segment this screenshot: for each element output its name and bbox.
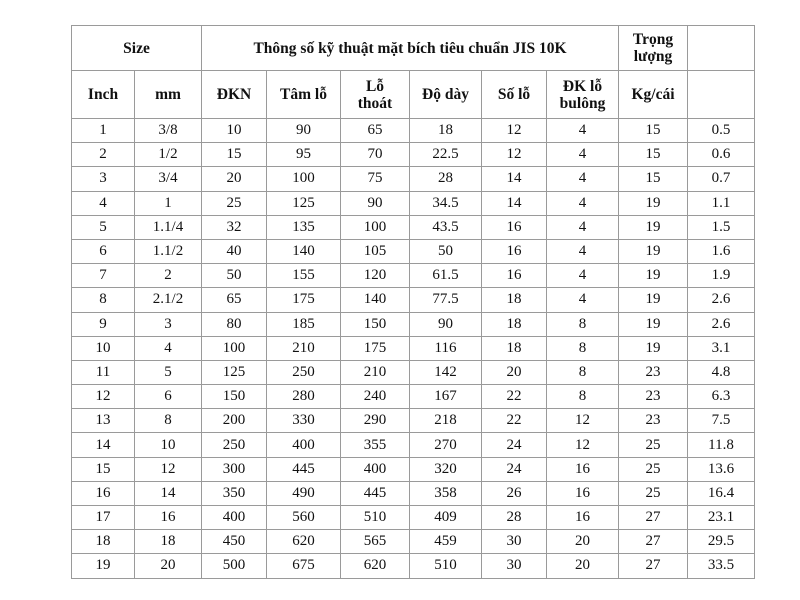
cell-dkn: 80 [202, 312, 267, 336]
cell-dk-lo-bulong: 4 [547, 288, 619, 312]
cell-do-day: 116 [410, 336, 482, 360]
cell-so-lo: 30 [482, 554, 547, 578]
cell-inch: 7 [72, 264, 135, 288]
cell-dk-lo-bulong: 20 [547, 530, 619, 554]
table-row [72, 554, 755, 578]
cell-dk-lo-bulong: 4 [547, 143, 619, 167]
cell-weight: 23.1 [688, 506, 755, 530]
cell-weight: 7.5 [688, 409, 755, 433]
cell-do-day: 459 [410, 530, 482, 554]
table-row [72, 506, 755, 530]
cell-inch: 18 [72, 530, 135, 554]
cell-inch: 4 [72, 191, 135, 215]
cell-tam-lo: 210 [267, 336, 341, 360]
cell-weight: 13.6 [688, 457, 755, 481]
cell-dk-lo-bulong: 8 [547, 336, 619, 360]
cell-inch: 1 [72, 119, 135, 143]
column-header-inch: Inch [72, 71, 135, 119]
cell-tam-lo: 250 [267, 360, 341, 384]
table-row [72, 288, 755, 312]
cell-inch: 12 [72, 385, 135, 409]
spec-table-body [72, 119, 755, 579]
cell-tam-lo: 330 [267, 409, 341, 433]
table-row [72, 457, 755, 481]
cell-lo-thoat: 175 [341, 336, 410, 360]
cell-mm: 3/8 [135, 119, 202, 143]
cell-dkn: 32 [202, 215, 267, 239]
cell-weight: 0.7 [688, 167, 755, 191]
cell-dk-lo-bulong: 8 [547, 385, 619, 409]
cell-kg-cai: 19 [619, 215, 688, 239]
cell-mm: 3/4 [135, 167, 202, 191]
cell-kg-cai: 23 [619, 360, 688, 384]
cell-weight: 0.5 [688, 119, 755, 143]
cell-dk-lo-bulong: 4 [547, 119, 619, 143]
cell-do-day: 18 [410, 119, 482, 143]
cell-mm: 1.1/4 [135, 215, 202, 239]
table-row [72, 119, 755, 143]
cell-dk-lo-bulong: 4 [547, 215, 619, 239]
cell-do-day: 409 [410, 506, 482, 530]
table-row [72, 360, 755, 384]
cell-inch: 19 [72, 554, 135, 578]
cell-weight: 2.6 [688, 288, 755, 312]
cell-weight: 6.3 [688, 385, 755, 409]
cell-lo-thoat: 355 [341, 433, 410, 457]
cell-dk-lo-bulong: 8 [547, 360, 619, 384]
cell-dkn: 65 [202, 288, 267, 312]
column-header-kg-cai: Kg/cái [619, 71, 688, 119]
dk-lo-bulong-line2: bulông [559, 94, 606, 112]
cell-lo-thoat: 240 [341, 385, 410, 409]
cell-tam-lo: 125 [267, 191, 341, 215]
cell-kg-cai: 19 [619, 312, 688, 336]
cell-so-lo: 20 [482, 360, 547, 384]
cell-weight: 1.5 [688, 215, 755, 239]
cell-lo-thoat: 100 [341, 215, 410, 239]
cell-inch: 15 [72, 457, 135, 481]
cell-dk-lo-bulong: 12 [547, 409, 619, 433]
table-row [72, 264, 755, 288]
cell-do-day: 90 [410, 312, 482, 336]
cell-do-day: 43.5 [410, 215, 482, 239]
cell-lo-thoat: 90 [341, 191, 410, 215]
cell-dkn: 150 [202, 385, 267, 409]
cell-inch: 5 [72, 215, 135, 239]
cell-tam-lo: 445 [267, 457, 341, 481]
table-row [72, 167, 755, 191]
table-row [72, 385, 755, 409]
cell-lo-thoat: 75 [341, 167, 410, 191]
cell-inch: 17 [72, 506, 135, 530]
cell-lo-thoat: 400 [341, 457, 410, 481]
weight-header-line2: lượng [633, 48, 673, 65]
cell-dk-lo-bulong: 20 [547, 554, 619, 578]
cell-mm: 4 [135, 336, 202, 360]
table-row [72, 433, 755, 457]
table-row [72, 239, 755, 263]
table-row [72, 530, 755, 554]
column-header-do-day: Độ dày [410, 71, 482, 119]
cell-do-day: 167 [410, 385, 482, 409]
cell-inch: 14 [72, 433, 135, 457]
cell-mm: 18 [135, 530, 202, 554]
cell-so-lo: 14 [482, 191, 547, 215]
cell-dkn: 200 [202, 409, 267, 433]
cell-inch: 16 [72, 481, 135, 505]
cell-lo-thoat: 120 [341, 264, 410, 288]
cell-mm: 8 [135, 409, 202, 433]
cell-kg-cai: 15 [619, 143, 688, 167]
cell-dkn: 10 [202, 119, 267, 143]
cell-weight: 1.9 [688, 264, 755, 288]
cell-kg-cai: 19 [619, 191, 688, 215]
cell-dkn: 400 [202, 506, 267, 530]
cell-mm: 1/2 [135, 143, 202, 167]
cell-kg-cai: 25 [619, 481, 688, 505]
cell-dk-lo-bulong: 8 [547, 312, 619, 336]
header-row-top [72, 26, 755, 71]
cell-mm: 5 [135, 360, 202, 384]
lo-thoat-line2: thoát [357, 94, 393, 112]
cell-tam-lo: 100 [267, 167, 341, 191]
cell-dk-lo-bulong: 16 [547, 506, 619, 530]
cell-do-day: 50 [410, 239, 482, 263]
cell-weight: 16.4 [688, 481, 755, 505]
cell-kg-cai: 27 [619, 506, 688, 530]
cell-so-lo: 26 [482, 481, 547, 505]
cell-so-lo: 24 [482, 457, 547, 481]
column-header-tam-lo: Tâm lỗ [267, 71, 341, 119]
cell-dkn: 40 [202, 239, 267, 263]
cell-dkn: 100 [202, 336, 267, 360]
column-header-so-lo: Số lỗ [482, 71, 547, 119]
cell-weight: 2.6 [688, 312, 755, 336]
cell-do-day: 77.5 [410, 288, 482, 312]
cell-dkn: 250 [202, 433, 267, 457]
cell-dk-lo-bulong: 16 [547, 457, 619, 481]
column-header-mm: mm [135, 71, 202, 119]
cell-lo-thoat: 445 [341, 481, 410, 505]
cell-so-lo: 12 [482, 143, 547, 167]
cell-tam-lo: 490 [267, 481, 341, 505]
cell-do-day: 218 [410, 409, 482, 433]
cell-mm: 2.1/2 [135, 288, 202, 312]
column-header-dk-lo-bulong [547, 71, 619, 119]
cell-so-lo: 22 [482, 409, 547, 433]
cell-kg-cai: 23 [619, 409, 688, 433]
cell-tam-lo: 95 [267, 143, 341, 167]
cell-tam-lo: 175 [267, 288, 341, 312]
weight-header-line1: Trọng [632, 31, 674, 48]
cell-tam-lo: 620 [267, 530, 341, 554]
cell-so-lo: 24 [482, 433, 547, 457]
cell-dk-lo-bulong: 4 [547, 264, 619, 288]
cell-inch: 2 [72, 143, 135, 167]
cell-tam-lo: 560 [267, 506, 341, 530]
cell-do-day: 510 [410, 554, 482, 578]
cell-dk-lo-bulong: 16 [547, 481, 619, 505]
cell-weight: 29.5 [688, 530, 755, 554]
cell-kg-cai: 19 [619, 264, 688, 288]
table-row [72, 191, 755, 215]
cell-dkn: 125 [202, 360, 267, 384]
size-group-header: Size [72, 26, 202, 71]
cell-dkn: 500 [202, 554, 267, 578]
cell-so-lo: 16 [482, 215, 547, 239]
cell-do-day: 22.5 [410, 143, 482, 167]
cell-kg-cai: 19 [619, 288, 688, 312]
cell-lo-thoat: 510 [341, 506, 410, 530]
spec-title-header: Thông số kỹ thuật mặt bích tiêu chuẩn JIS 10K [202, 26, 619, 71]
cell-so-lo: 16 [482, 264, 547, 288]
cell-inch: 13 [72, 409, 135, 433]
cell-do-day: 320 [410, 457, 482, 481]
cell-weight: 4.8 [688, 360, 755, 384]
cell-mm: 12 [135, 457, 202, 481]
cell-kg-cai: 25 [619, 433, 688, 457]
cell-weight: 1.1 [688, 191, 755, 215]
cell-lo-thoat: 140 [341, 288, 410, 312]
cell-lo-thoat: 290 [341, 409, 410, 433]
cell-lo-thoat: 620 [341, 554, 410, 578]
cell-inch: 3 [72, 167, 135, 191]
cell-kg-cai: 23 [619, 385, 688, 409]
cell-tam-lo: 155 [267, 264, 341, 288]
cell-dkn: 50 [202, 264, 267, 288]
cell-so-lo: 18 [482, 312, 547, 336]
cell-do-day: 28 [410, 167, 482, 191]
cell-so-lo: 28 [482, 506, 547, 530]
cell-dkn: 25 [202, 191, 267, 215]
weight-header [619, 26, 688, 71]
column-header-dkn: ĐKN [202, 71, 267, 119]
spec-table-container [71, 25, 755, 579]
table-row [72, 143, 755, 167]
cell-do-day: 270 [410, 433, 482, 457]
cell-lo-thoat: 210 [341, 360, 410, 384]
cell-inch: 9 [72, 312, 135, 336]
cell-so-lo: 18 [482, 288, 547, 312]
column-header-lo-thoat [341, 71, 410, 119]
table-row [72, 409, 755, 433]
cell-kg-cai: 27 [619, 554, 688, 578]
cell-weight: 0.6 [688, 143, 755, 167]
lo-thoat-line1: Lỗ [365, 77, 385, 95]
cell-inch: 11 [72, 360, 135, 384]
cell-mm: 10 [135, 433, 202, 457]
cell-tam-lo: 140 [267, 239, 341, 263]
cell-mm: 2 [135, 264, 202, 288]
cell-mm: 3 [135, 312, 202, 336]
jis-10k-flange-spec-table [71, 25, 755, 579]
cell-kg-cai: 15 [619, 167, 688, 191]
cell-dkn: 300 [202, 457, 267, 481]
table-row [72, 481, 755, 505]
cell-so-lo: 16 [482, 239, 547, 263]
cell-kg-cai: 15 [619, 119, 688, 143]
cell-do-day: 34.5 [410, 191, 482, 215]
cell-mm: 1.1/2 [135, 239, 202, 263]
cell-dkn: 450 [202, 530, 267, 554]
cell-lo-thoat: 105 [341, 239, 410, 263]
cell-tam-lo: 135 [267, 215, 341, 239]
cell-inch: 10 [72, 336, 135, 360]
dk-lo-bulong-line1: ĐK lỗ [562, 77, 603, 95]
cell-do-day: 142 [410, 360, 482, 384]
cell-dkn: 20 [202, 167, 267, 191]
cell-dk-lo-bulong: 12 [547, 433, 619, 457]
cell-weight: 3.1 [688, 336, 755, 360]
cell-tam-lo: 185 [267, 312, 341, 336]
empty-header-cell [688, 26, 755, 71]
cell-lo-thoat: 565 [341, 530, 410, 554]
column-header-empty [688, 71, 755, 119]
cell-so-lo: 14 [482, 167, 547, 191]
table-row [72, 336, 755, 360]
cell-mm: 20 [135, 554, 202, 578]
cell-kg-cai: 27 [619, 530, 688, 554]
cell-so-lo: 18 [482, 336, 547, 360]
cell-so-lo: 12 [482, 119, 547, 143]
table-row [72, 215, 755, 239]
cell-mm: 16 [135, 506, 202, 530]
cell-inch: 6 [72, 239, 135, 263]
cell-lo-thoat: 70 [341, 143, 410, 167]
cell-weight: 1.6 [688, 239, 755, 263]
cell-tam-lo: 90 [267, 119, 341, 143]
cell-do-day: 358 [410, 481, 482, 505]
cell-lo-thoat: 65 [341, 119, 410, 143]
cell-inch: 8 [72, 288, 135, 312]
header-row-columns [72, 71, 755, 119]
cell-dk-lo-bulong: 4 [547, 167, 619, 191]
cell-so-lo: 22 [482, 385, 547, 409]
cell-dk-lo-bulong: 4 [547, 239, 619, 263]
cell-mm: 14 [135, 481, 202, 505]
cell-kg-cai: 25 [619, 457, 688, 481]
cell-dkn: 15 [202, 143, 267, 167]
cell-kg-cai: 19 [619, 336, 688, 360]
cell-mm: 1 [135, 191, 202, 215]
cell-do-day: 61.5 [410, 264, 482, 288]
cell-tam-lo: 675 [267, 554, 341, 578]
cell-dk-lo-bulong: 4 [547, 191, 619, 215]
cell-kg-cai: 19 [619, 239, 688, 263]
cell-weight: 11.8 [688, 433, 755, 457]
cell-mm: 6 [135, 385, 202, 409]
cell-dkn: 350 [202, 481, 267, 505]
table-row [72, 312, 755, 336]
cell-tam-lo: 280 [267, 385, 341, 409]
cell-so-lo: 30 [482, 530, 547, 554]
cell-weight: 33.5 [688, 554, 755, 578]
cell-tam-lo: 400 [267, 433, 341, 457]
cell-lo-thoat: 150 [341, 312, 410, 336]
